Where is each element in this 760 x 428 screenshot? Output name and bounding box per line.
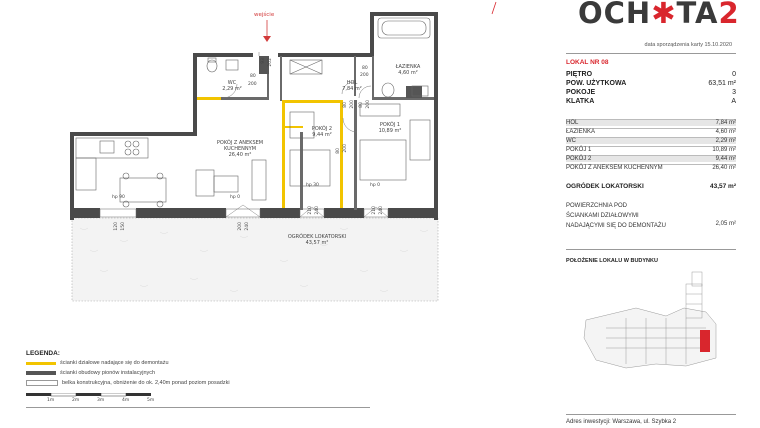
info-row-floor: PIĘTRO 0: [566, 71, 736, 78]
legend-divider: [26, 407, 370, 408]
area-row: ŁAZIENKA 4,60 m²: [566, 129, 736, 135]
info-row-rooms: POKOJE 3: [566, 89, 736, 96]
dim-label: 200: [350, 100, 355, 109]
dim-label: 240: [315, 206, 320, 215]
dim-label: hp 90: [112, 195, 125, 200]
dim-label: 200: [343, 144, 348, 153]
location-divider: [566, 249, 736, 250]
area-row: POKÓJ 2 9,44 m²: [566, 156, 736, 162]
info-row-area: POW. UŻYTKOWA 63,51 m²: [566, 80, 736, 87]
dim-label: 80: [250, 74, 256, 79]
scale-label: 2m: [72, 398, 80, 403]
legend-title: LEGENDA:: [26, 350, 60, 357]
area-row: POKÓJ 1 10,89 m²: [566, 147, 736, 153]
garden-row: OGRÓDEK LOKATORSKI 43,57 m²: [566, 183, 736, 190]
building-location-map: [566, 268, 736, 388]
dim-label: hp 30: [306, 183, 319, 188]
legend-swatch-yellow: [26, 362, 56, 365]
room-label-salon: POKÓJ Z ANEKSEM KUCHENNYM 26,40 m²: [216, 140, 264, 158]
dim-label: 80: [359, 102, 364, 108]
dim-label: 240: [379, 206, 384, 215]
room-label-pokoj2: POKÓJ 2 9,44 m²: [311, 126, 333, 138]
investment-address: Adres inwestycji: Warszawa, ul. Szybka 2: [566, 419, 677, 425]
card-date: data sporządzenia karty 15.10.2020: [644, 42, 732, 48]
location-title: POŁOŻENIE LOKALU W BUDYNKU: [566, 258, 658, 264]
dim-label: 210: [308, 206, 313, 215]
dim-label: 202: [268, 58, 273, 67]
dim-label: 150: [121, 222, 126, 231]
area-row: HOL 7,84 m²: [566, 120, 736, 126]
legend-label: ścianki obudowy pionów instalacyjnych: [60, 370, 156, 376]
room-label-lazienka: ŁAZIENKA 4,60 m²: [395, 64, 421, 76]
dim-label: hp 0: [370, 183, 381, 188]
scale-label: 1m: [47, 398, 55, 403]
dim-label: hp 0: [230, 195, 241, 200]
dim-label: 120: [114, 222, 119, 231]
dim-label: 93: [261, 58, 266, 64]
apartment-floor: [72, 14, 436, 210]
apartment-number: LOKAL NR 08: [566, 59, 609, 66]
room-label-wc: WC 2,29 m²: [222, 80, 242, 92]
entrance-arrow: [263, 20, 271, 42]
dim-label: 210: [372, 206, 377, 215]
logo: OCH✱TA2: [578, 0, 740, 30]
area-row: WC 2,29 m²: [566, 138, 736, 144]
scale-label: 4m: [122, 398, 130, 403]
dim-label: 200: [366, 100, 371, 109]
dim-label: 200: [248, 82, 257, 87]
dim-label: 240: [245, 222, 250, 231]
room-label-pokoj1: POKÓJ 1 10,89 m²: [378, 122, 402, 134]
room-label-hol: HOL 7,84 m²: [342, 80, 362, 92]
legend-item-demountable: [26, 359, 169, 367]
legend-item-beam: [26, 379, 230, 387]
dim-label: 200: [238, 222, 243, 231]
legend-item-shaft: [26, 369, 155, 377]
dim-label: 200: [360, 73, 369, 78]
legend-swatch-white: [26, 380, 58, 386]
footer-divider: [566, 414, 736, 415]
header-divider: [566, 53, 736, 54]
legend-label: belka konstrukcyjna, obniżenie do ok. 2,40m ponad poziom posadzki: [62, 380, 230, 386]
area-row: POKÓJ Z ANEKSEM KUCHENNYM 26,40 m²: [566, 165, 736, 171]
dim-label: 80: [343, 102, 348, 108]
apartment-location-marker: [700, 330, 710, 352]
scale-label: 3m: [97, 398, 105, 403]
entrance-label: wejście: [254, 12, 275, 18]
wall-note-value: 2,05 m²: [715, 221, 736, 227]
wall-note: POWIERZCHNIA POD ŚCIANKAMI DZIAŁOWYMI NADAJĄCYMI SIĘ DO DEMONTAŻU: [566, 203, 666, 229]
room-label-ogrodek: OGRÓDEK LOKATORSKI 43,57 m²: [287, 234, 347, 246]
info-row-staircase: KLATKA A: [566, 98, 736, 105]
scale-label: 5m: [147, 398, 155, 403]
dim-label: 80: [336, 148, 341, 154]
dim-label: 80: [362, 66, 368, 71]
garden-area: [72, 218, 438, 301]
legend-swatch-dark: [26, 371, 56, 375]
legend-label: ścianki działowe nadające się do demontażu: [60, 360, 169, 366]
